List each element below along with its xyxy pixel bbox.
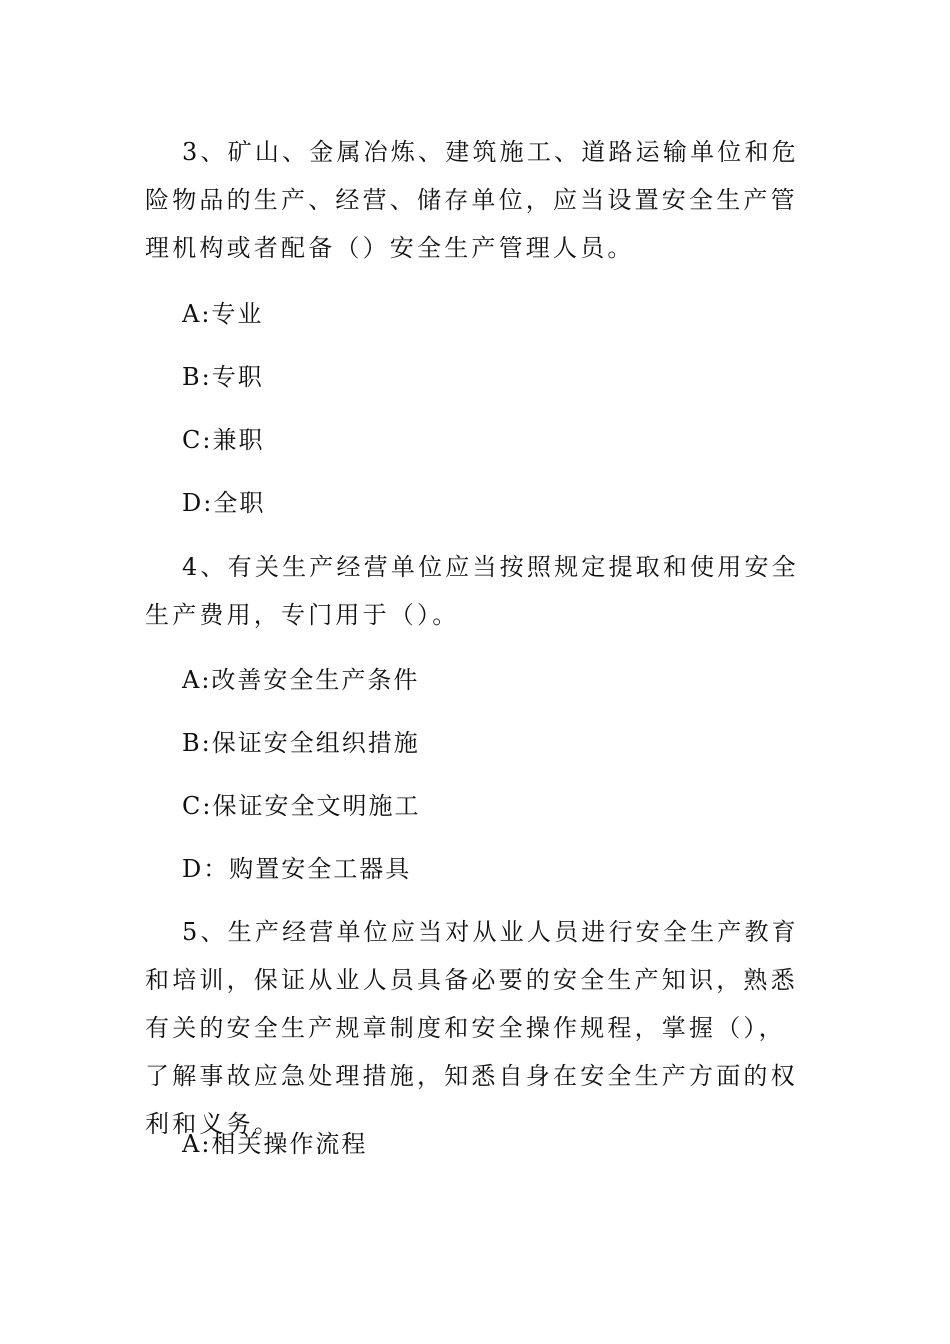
question-4-option-d: D：购置安全工器具 bbox=[182, 855, 412, 883]
question-3-option-b: B:专职 bbox=[182, 363, 264, 391]
question-5-option-a: A:相关操作流程 bbox=[182, 1130, 368, 1158]
question-5: 5、生产经营单位应当对从业人员进行安全生产教育和培训，保证从业人员具备必要的安全生产知识，熟悉有关的安全生产规章制度和安全操作规程，掌握（），了解事故应急处理措施，知悉自身在安全生产方面的权利和义务。 bbox=[145, 918, 799, 1138]
question-4-option-b: B:保证安全组织措施 bbox=[182, 729, 420, 757]
question-4-option-a: A:改善安全生产条件 bbox=[182, 666, 420, 694]
question-3: 3、矿山、金属冶炼、建筑施工、道路运输单位和危险物品的生产、经营、储存单位，应当设置安全生产管理机构或者配备（）安全生产管理人员。 bbox=[145, 138, 799, 262]
question-3-option-d: D:全职 bbox=[182, 489, 266, 517]
question-3-option-c: C:兼职 bbox=[182, 426, 265, 454]
question-4: 4、有关生产经营单位应当按照规定提取和使用安全生产费用，专门用于（）。 bbox=[145, 553, 799, 629]
question-4-option-c: C:保证安全文明施工 bbox=[182, 792, 421, 820]
question-3-option-a: A:专业 bbox=[182, 300, 264, 328]
